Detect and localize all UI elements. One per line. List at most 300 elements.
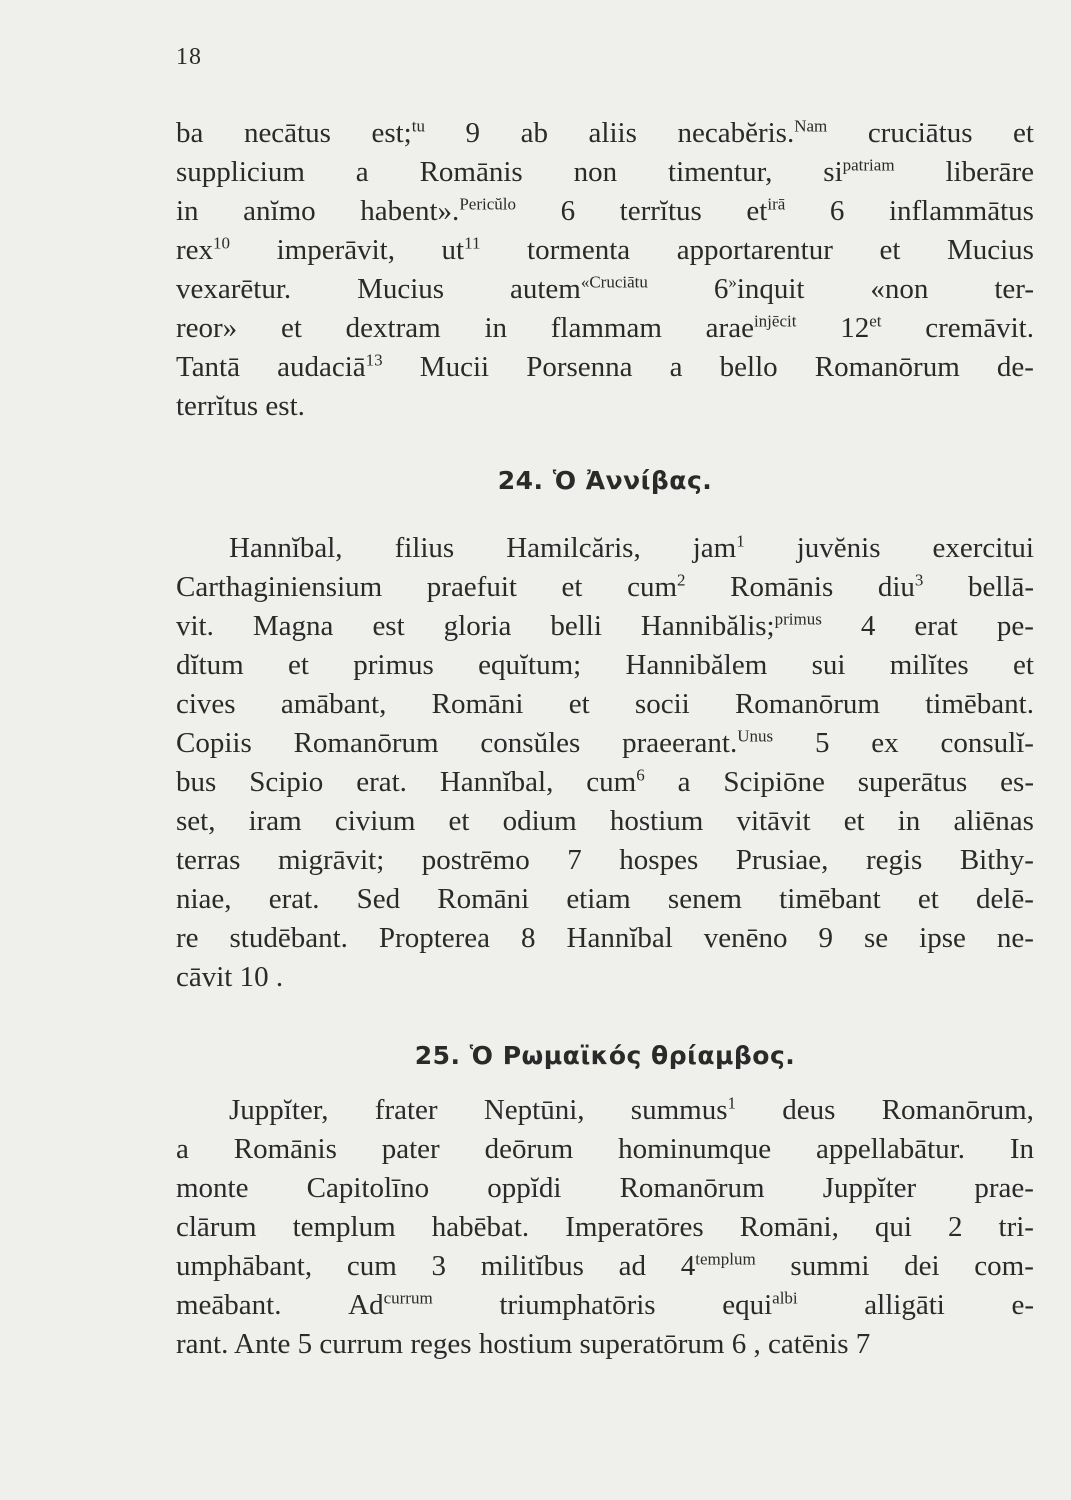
word bbox=[668, 153, 772, 192]
word bbox=[176, 1169, 249, 1208]
word bbox=[730, 568, 833, 607]
footnote-marker: injēcit bbox=[753, 311, 797, 331]
text-line bbox=[176, 568, 1034, 607]
word bbox=[357, 270, 444, 309]
word-text: vexarētur. bbox=[176, 273, 292, 305]
paragraph-jupiter bbox=[176, 1091, 1034, 1364]
word-text: ipse bbox=[919, 922, 966, 954]
word-text: frater bbox=[374, 1094, 438, 1126]
word-text: cāvit bbox=[176, 961, 233, 993]
text-line bbox=[176, 309, 1034, 348]
footnote-marker: tu bbox=[411, 116, 425, 136]
word-text: rex bbox=[176, 234, 214, 266]
word-text: gloria bbox=[443, 610, 512, 642]
text-line bbox=[176, 348, 1034, 387]
word bbox=[622, 724, 773, 763]
word bbox=[335, 802, 416, 841]
word-text: bus bbox=[176, 766, 217, 798]
word-text: dei bbox=[904, 1250, 940, 1282]
word-text: et bbox=[561, 571, 583, 603]
word-text: hostium bbox=[478, 1328, 573, 1360]
word bbox=[868, 114, 973, 153]
punctuation: inquit bbox=[736, 273, 805, 305]
word bbox=[356, 763, 407, 802]
word bbox=[230, 919, 348, 958]
word-text: bellā- bbox=[967, 571, 1034, 603]
word-text: ab bbox=[520, 117, 548, 149]
word bbox=[499, 1286, 655, 1325]
word bbox=[176, 309, 237, 348]
word bbox=[422, 841, 530, 880]
word bbox=[290, 1325, 312, 1364]
word bbox=[375, 1091, 438, 1130]
word-text: 5 bbox=[297, 1328, 313, 1360]
word-text: et bbox=[448, 805, 470, 837]
word bbox=[940, 724, 1033, 763]
word bbox=[947, 231, 1034, 270]
word-text: aliis bbox=[588, 117, 637, 149]
word bbox=[243, 192, 316, 231]
word-text: milĭtes bbox=[889, 649, 969, 681]
word-text: templum bbox=[292, 1211, 396, 1243]
word bbox=[677, 114, 827, 153]
word bbox=[861, 607, 876, 646]
word-text: erat. bbox=[356, 766, 407, 798]
word bbox=[420, 348, 489, 387]
word-text: umphābant, bbox=[176, 1250, 313, 1282]
word-text: Romanōrum bbox=[814, 351, 960, 383]
word-text: primus bbox=[353, 649, 434, 681]
text-line bbox=[176, 607, 1034, 646]
word-text: e- bbox=[1011, 1289, 1034, 1321]
word bbox=[870, 270, 928, 309]
word bbox=[878, 568, 924, 607]
word bbox=[176, 802, 215, 841]
word bbox=[356, 153, 369, 192]
word bbox=[816, 1130, 965, 1169]
word bbox=[670, 348, 683, 387]
word bbox=[176, 607, 214, 646]
word-text: cum bbox=[586, 766, 637, 798]
word-text: tormenta bbox=[527, 234, 631, 266]
word-text: hostium bbox=[609, 805, 704, 837]
word bbox=[521, 919, 536, 958]
word bbox=[176, 841, 240, 880]
word bbox=[561, 192, 576, 231]
word bbox=[1000, 763, 1034, 802]
word bbox=[815, 724, 830, 763]
word-text: terrĭtus bbox=[619, 195, 702, 227]
word bbox=[288, 646, 309, 685]
word-text: cruciātus bbox=[867, 117, 973, 149]
word-text: ter- bbox=[994, 273, 1034, 305]
word-text: Romāni bbox=[437, 883, 530, 915]
word bbox=[840, 309, 881, 348]
word-text: et bbox=[843, 805, 865, 837]
word bbox=[620, 1169, 765, 1208]
text-line bbox=[176, 153, 1034, 192]
word bbox=[960, 841, 1034, 880]
footnote-marker: albi bbox=[772, 1288, 798, 1308]
word bbox=[919, 919, 966, 958]
word-text: regis bbox=[865, 844, 923, 876]
word-text: set, bbox=[176, 805, 216, 837]
text-line bbox=[176, 802, 1034, 841]
word bbox=[521, 114, 548, 153]
word-text: Hamilcăris, bbox=[506, 532, 641, 564]
word-text: triumphatōris bbox=[499, 1289, 656, 1321]
word-text: dextram bbox=[345, 312, 441, 344]
word bbox=[866, 841, 922, 880]
word bbox=[740, 1208, 839, 1247]
word-text: apportarentur bbox=[676, 234, 833, 266]
word bbox=[395, 529, 455, 568]
word bbox=[722, 1286, 797, 1325]
word bbox=[484, 309, 507, 348]
word bbox=[478, 646, 581, 685]
text-line bbox=[176, 1091, 1034, 1130]
word-text: ex bbox=[871, 727, 899, 759]
footnote-marker: primus bbox=[774, 609, 822, 629]
word bbox=[249, 802, 302, 841]
word bbox=[353, 646, 434, 685]
word bbox=[176, 685, 236, 724]
word bbox=[864, 1286, 945, 1325]
word bbox=[933, 529, 1034, 568]
word bbox=[586, 763, 644, 802]
word-text: 3 bbox=[431, 1250, 447, 1282]
word bbox=[725, 1325, 761, 1364]
word-text: Propterea bbox=[378, 922, 491, 954]
word bbox=[641, 607, 822, 646]
word bbox=[631, 1091, 736, 1130]
word-text: militĭbus bbox=[480, 1250, 584, 1282]
word bbox=[627, 568, 685, 607]
word-text: belli bbox=[550, 610, 602, 642]
word-text: non bbox=[573, 156, 618, 188]
word bbox=[871, 724, 898, 763]
word bbox=[974, 1169, 1034, 1208]
word bbox=[823, 153, 894, 192]
word-text: reor» bbox=[176, 312, 238, 344]
word bbox=[277, 348, 383, 387]
word bbox=[797, 529, 881, 568]
word bbox=[890, 646, 969, 685]
word bbox=[925, 309, 1034, 348]
word-text: summus bbox=[630, 1094, 728, 1126]
word bbox=[481, 1247, 584, 1286]
word bbox=[830, 192, 845, 231]
text-line bbox=[176, 763, 1034, 802]
word-text: Prusiae, bbox=[735, 844, 829, 876]
text-line bbox=[176, 1208, 1034, 1247]
word bbox=[278, 841, 384, 880]
word bbox=[294, 724, 439, 763]
word bbox=[736, 841, 829, 880]
word-text: exercitui bbox=[932, 532, 1034, 564]
word bbox=[176, 763, 216, 802]
word bbox=[706, 309, 797, 348]
word bbox=[357, 880, 401, 919]
word-text: terrĭtus bbox=[176, 390, 259, 422]
word bbox=[668, 880, 742, 919]
word bbox=[484, 1091, 585, 1130]
footnote-marker: 11 bbox=[464, 233, 481, 253]
text-line bbox=[176, 646, 1034, 685]
text-line bbox=[176, 1130, 1034, 1169]
word-text: appellabātur. bbox=[815, 1133, 965, 1165]
word-text: equĭtum; bbox=[478, 649, 582, 681]
word bbox=[626, 646, 768, 685]
word-text: Romāni, bbox=[739, 1211, 839, 1243]
text-line bbox=[176, 114, 1034, 153]
word-text: In bbox=[1009, 1133, 1034, 1165]
word-text: Tantā bbox=[176, 351, 240, 383]
word-text: Copiis bbox=[176, 727, 252, 759]
word bbox=[1010, 1130, 1034, 1169]
word bbox=[176, 348, 240, 387]
word bbox=[904, 1247, 939, 1286]
word bbox=[258, 387, 305, 426]
word-text: Mucii bbox=[419, 351, 490, 383]
word bbox=[440, 763, 554, 802]
word bbox=[420, 153, 523, 192]
word bbox=[176, 114, 203, 153]
word-text: sui bbox=[811, 649, 846, 681]
word bbox=[619, 1247, 646, 1286]
word-text: anĭmo bbox=[243, 195, 316, 227]
text-line bbox=[176, 1325, 1034, 1364]
punctuation: , bbox=[753, 1328, 761, 1360]
word-text: hospes bbox=[619, 844, 699, 876]
word bbox=[618, 1130, 771, 1169]
word bbox=[918, 880, 939, 919]
text-line bbox=[176, 880, 1034, 919]
word bbox=[485, 1130, 574, 1169]
word bbox=[999, 1208, 1034, 1247]
word bbox=[736, 802, 810, 841]
word bbox=[761, 1325, 849, 1364]
word-text: monte bbox=[176, 1172, 249, 1204]
word-text: 9 bbox=[465, 117, 481, 149]
word bbox=[176, 880, 232, 919]
word bbox=[526, 348, 632, 387]
word bbox=[997, 919, 1034, 958]
word-text: 4 bbox=[680, 1250, 696, 1282]
word bbox=[269, 880, 320, 919]
footnote-marker: 1 bbox=[736, 531, 745, 551]
word bbox=[244, 114, 331, 153]
word bbox=[898, 802, 921, 841]
word bbox=[527, 231, 630, 270]
word-text: flammam bbox=[550, 312, 662, 344]
word-text: Romānis bbox=[419, 156, 523, 188]
word bbox=[849, 1325, 871, 1364]
word bbox=[779, 880, 880, 919]
word-text: est; bbox=[371, 117, 412, 149]
word bbox=[176, 919, 199, 958]
word-text: 4 bbox=[860, 610, 876, 642]
word-text: vitāvit bbox=[736, 805, 811, 837]
footnote-marker: 3 bbox=[914, 570, 924, 590]
word-text: imperāvit, bbox=[276, 234, 395, 266]
text-line bbox=[176, 919, 1034, 958]
word-text: 6 bbox=[731, 1328, 747, 1360]
word bbox=[610, 802, 703, 841]
word bbox=[432, 1208, 529, 1247]
word bbox=[565, 1208, 704, 1247]
footnote-marker: Nam bbox=[794, 116, 828, 136]
word bbox=[681, 1247, 756, 1286]
word-text: odium bbox=[502, 805, 577, 837]
text-line bbox=[176, 1169, 1034, 1208]
word-text: 6 bbox=[713, 273, 729, 305]
word bbox=[427, 568, 517, 607]
text-line bbox=[176, 529, 1034, 568]
text-line bbox=[176, 1247, 1034, 1286]
word-text: et bbox=[1013, 649, 1034, 681]
word-text: Mucius bbox=[357, 273, 445, 305]
word-text: ba bbox=[176, 117, 204, 149]
word-text: cives bbox=[176, 688, 236, 720]
word bbox=[249, 763, 323, 802]
word bbox=[889, 192, 1034, 231]
word bbox=[572, 1325, 724, 1364]
word-text: erat. bbox=[268, 883, 320, 915]
word bbox=[176, 192, 199, 231]
word-text: delē- bbox=[975, 883, 1034, 915]
word-text: Ante bbox=[234, 1328, 291, 1360]
footnote-marker: 6 bbox=[636, 765, 645, 785]
word bbox=[176, 387, 258, 426]
word-text: Capitolīno bbox=[306, 1172, 430, 1204]
word-text: postrēmo bbox=[421, 844, 530, 876]
word-text: audaciā bbox=[277, 351, 366, 383]
word bbox=[232, 958, 283, 997]
word bbox=[790, 1247, 869, 1286]
word-text: deus bbox=[782, 1094, 836, 1126]
page-number: 18 bbox=[176, 44, 202, 70]
word-text: 9 bbox=[818, 922, 834, 954]
word-text: cum bbox=[627, 571, 678, 603]
word bbox=[281, 685, 386, 724]
footnote-marker: » bbox=[728, 272, 737, 292]
word bbox=[176, 270, 291, 309]
word-text: iram bbox=[248, 805, 302, 837]
word bbox=[879, 231, 900, 270]
word-text: Hannĭbal bbox=[566, 922, 673, 954]
word-text: et bbox=[287, 649, 309, 681]
word bbox=[403, 1325, 471, 1364]
word bbox=[925, 685, 1034, 724]
word-text: juvĕnis bbox=[796, 532, 881, 564]
word-text: Romānis bbox=[233, 1133, 337, 1165]
word bbox=[619, 841, 698, 880]
word-text: de- bbox=[996, 351, 1034, 383]
word bbox=[550, 607, 602, 646]
word-text: 8 bbox=[521, 922, 536, 954]
word bbox=[176, 568, 382, 607]
word-text: qui bbox=[874, 1211, 912, 1243]
word bbox=[449, 802, 470, 841]
word-text: socii bbox=[634, 688, 690, 720]
word-text: deōrum bbox=[484, 1133, 574, 1165]
word-text: Hannibălis; bbox=[640, 610, 775, 642]
word-text: consulĭ- bbox=[940, 727, 1034, 759]
text-line bbox=[176, 192, 1034, 231]
word bbox=[277, 231, 395, 270]
word-text: pater bbox=[381, 1133, 440, 1165]
word-text: hominumque bbox=[618, 1133, 772, 1165]
word-text: 5 bbox=[814, 727, 830, 759]
word bbox=[503, 802, 577, 841]
word-text: liberāre bbox=[945, 156, 1034, 188]
word-text: 10 bbox=[239, 961, 269, 993]
word-text: Mucius bbox=[946, 234, 1034, 266]
word-text: Romāni bbox=[431, 688, 524, 720]
footnote-marker: 10 bbox=[213, 233, 231, 253]
footnote-marker: patriam bbox=[842, 155, 895, 175]
word bbox=[723, 763, 825, 802]
word-text: tri- bbox=[998, 1211, 1034, 1243]
word bbox=[864, 919, 888, 958]
footnote-marker: 2 bbox=[677, 570, 686, 590]
word-text: arae bbox=[705, 312, 754, 344]
word-text: et bbox=[879, 234, 901, 266]
footnote-marker: et bbox=[869, 311, 882, 331]
word-text: Sed bbox=[356, 883, 401, 915]
footnote-marker: templum bbox=[695, 1249, 756, 1269]
text-line bbox=[176, 387, 1034, 426]
word-text: cremāvit. bbox=[925, 312, 1034, 344]
word-text: Hannĭbal, bbox=[229, 532, 343, 564]
word bbox=[720, 348, 778, 387]
word bbox=[487, 1169, 561, 1208]
word-text: summi bbox=[790, 1250, 870, 1282]
word-text: meābant. bbox=[176, 1289, 282, 1321]
word-text: in bbox=[897, 805, 921, 837]
word bbox=[176, 1130, 189, 1169]
word bbox=[228, 1325, 290, 1364]
footnote-marker: Pericŭlo bbox=[459, 194, 516, 214]
word-text: 6 bbox=[829, 195, 845, 227]
text-line bbox=[176, 685, 1034, 724]
word-text: reges bbox=[410, 1328, 472, 1360]
word bbox=[372, 607, 404, 646]
word-text: filius bbox=[394, 532, 455, 564]
word bbox=[968, 568, 1034, 607]
word-text: 7 bbox=[567, 844, 582, 876]
text-line bbox=[176, 841, 1034, 880]
heading-hannibal: 24. Ὁ Ἀννίβας. bbox=[497, 466, 713, 495]
word-text: praefuit bbox=[426, 571, 517, 603]
word bbox=[567, 841, 582, 880]
word bbox=[432, 1247, 447, 1286]
word-text: necabĕris. bbox=[677, 117, 795, 149]
word bbox=[953, 802, 1034, 841]
word-text: currum bbox=[319, 1328, 404, 1360]
word-text: est bbox=[372, 610, 405, 642]
word bbox=[819, 919, 834, 958]
word-text: a bbox=[669, 351, 683, 383]
word-text: a bbox=[355, 156, 369, 188]
word-text: Romanōrum bbox=[619, 1172, 765, 1204]
word bbox=[823, 1169, 916, 1208]
word-text: timentur, bbox=[668, 156, 773, 188]
word-text: es- bbox=[1000, 766, 1034, 798]
word-text: venēno bbox=[703, 922, 788, 954]
word bbox=[858, 763, 968, 802]
